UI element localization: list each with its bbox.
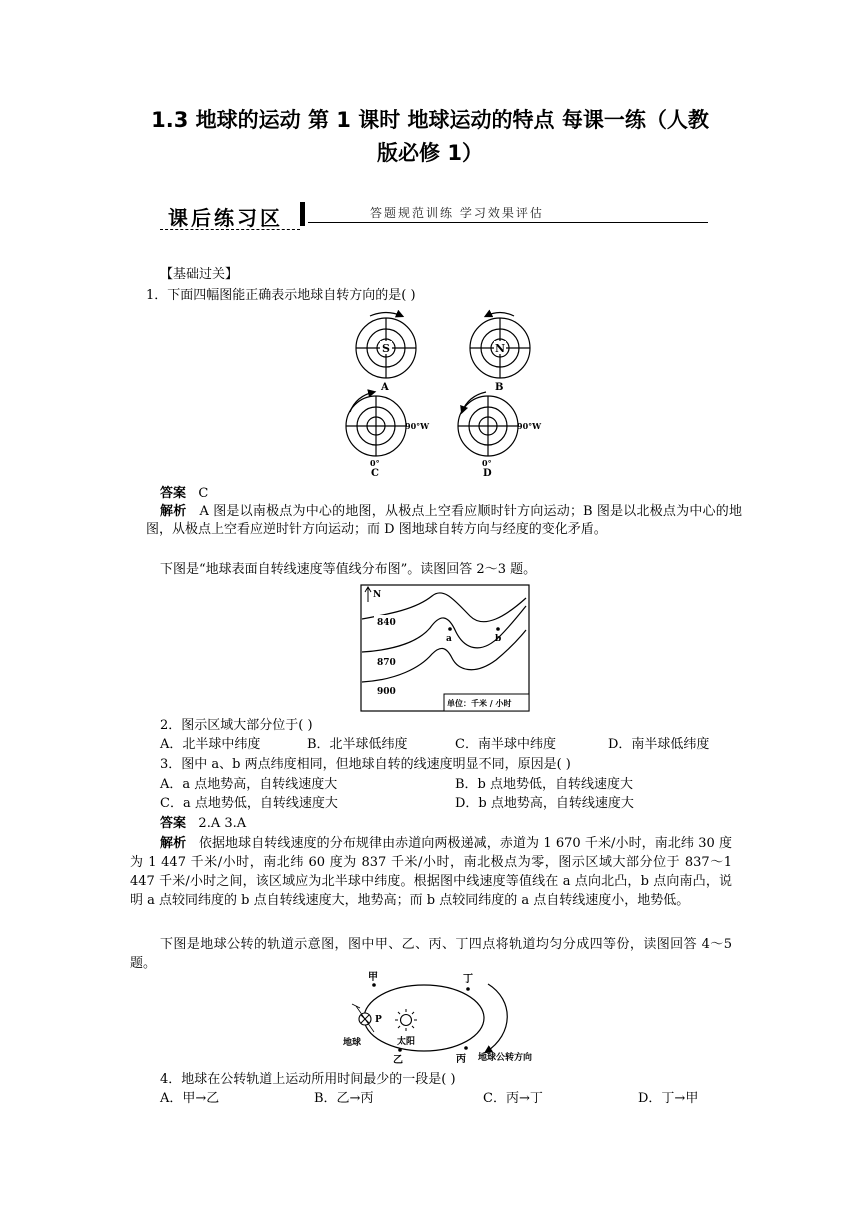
- q3-stem: 3．图中 a、b 两点纬度相同，但地球自转的线速度明显不同，原因是( ): [160, 757, 571, 772]
- c-lon0-label: 0°: [370, 458, 380, 468]
- diagram-b: [470, 313, 530, 394]
- q4-option-b: B．乙→丙: [314, 1091, 374, 1106]
- label-a: A: [381, 382, 389, 393]
- label-bing: 丙: [456, 1054, 466, 1065]
- intro-2-3: 下图是“地球表面自转线速度等值线分布图”。读图回答 2～3 题。: [160, 562, 537, 577]
- q4-option-c: C．丙→丁: [483, 1091, 543, 1106]
- banner-title: 课后练习区: [168, 206, 283, 230]
- label-b: B: [495, 382, 504, 393]
- q2-option-c: C．南半球中纬度: [455, 737, 556, 752]
- q2-option-b: B．北半球低纬度: [307, 737, 408, 752]
- b-pole-label: N: [494, 342, 506, 355]
- q1-answer-label: 答案: [160, 486, 187, 501]
- point-a: [448, 627, 452, 631]
- ans23-analysis-text: 依据地球自转线速度的分布规律由赤道向两极递减，赤道为 1 670 千米/小时，南北纬 30 度为 1 447 千米/小时，南北纬 60 度为 837 千米/小时，南北极点为零，图示区域大部分位于 837～1 447 千米/小时之间，该区域应为北半球中纬度。根据图中线速度等值线在 a 点向北凸，b 点向南凸，说明 a 点较同纬度的 b 点自转线速度大，地势高；而 b 点较同纬度的 a 点自转线速度小，地势低。: [130, 836, 732, 908]
- q4-option-a: A．甲→乙: [160, 1091, 220, 1106]
- banner-dashed-rule: [160, 229, 300, 230]
- orbit-direction-arrow: [486, 984, 507, 1052]
- isoline-840-label: 840: [377, 618, 396, 628]
- d-lon0-label: 0°: [482, 458, 492, 468]
- banner-subtitle: 答题规范训练 学习效果评估: [370, 206, 544, 220]
- q1-answer-value: C: [198, 486, 209, 501]
- label-orbit-direction: 地球公转方向: [478, 1053, 533, 1063]
- label-yi: 乙: [393, 1055, 403, 1066]
- sun-icon: [395, 1009, 417, 1031]
- label-jia: 甲: [368, 972, 378, 983]
- point-b-label: b: [495, 634, 502, 644]
- point-yi: [398, 1048, 402, 1052]
- orbit-figure: [338, 968, 560, 1066]
- ans23-analysis-label: 解析: [160, 836, 187, 851]
- q2-option-a: A．北半球中纬度: [160, 737, 261, 752]
- ans23: [160, 815, 246, 833]
- q3-option-b: B．b 点地势低，自转线速度大: [455, 777, 634, 792]
- q1-answer: [160, 485, 208, 503]
- a-pole-label: S: [382, 342, 390, 355]
- q1-analysis-text: A 图是以南极点为中心的地图，从极点上空看应顺时针方向运动；B 图是以北极点为中心的地图，从极点上空看应逆时针方向运动；而 D 图地球自转方向与经度的变化矛盾。: [146, 504, 742, 537]
- point-b: [496, 627, 500, 631]
- d-lon-label: 90°W: [517, 421, 542, 431]
- point-jia: [372, 983, 376, 987]
- c-lon-label: 90°W: [405, 421, 430, 431]
- intro-4-5: 下图是地球公转的轨道示意图，图中甲、乙、丙、丁四点将轨道均匀分成四等份，读图回答 4～5 题。: [130, 937, 732, 971]
- ans23-label: 答案: [160, 816, 187, 831]
- isoline-figure: [360, 584, 532, 714]
- earth-symbol: [352, 1004, 374, 1032]
- q1-figure: [300, 308, 560, 480]
- title-line-1: 1.3 地球的运动 第 1 课时 地球运动的特点 每课一练（人教: [151, 108, 709, 132]
- point-a-label: a: [446, 634, 452, 644]
- q1-stem: 1．下面四幅图能正确表示地球自转方向的是( ): [146, 288, 416, 303]
- point-ding: [466, 987, 470, 991]
- q3-option-d: D．b 点地势高，自转线速度大: [455, 796, 634, 811]
- point-bing: [464, 1046, 468, 1050]
- page-title: [110, 104, 750, 170]
- label-c: C: [371, 468, 379, 479]
- north-label: N: [373, 590, 382, 600]
- orbit-ellipse: [364, 985, 484, 1051]
- q4-stem: 4．地球在公转轨道上运动所用时间最少的一段是( ): [160, 1072, 456, 1087]
- label-sun: 太阳: [397, 1037, 416, 1047]
- q3-option-c: C．a 点地势低，自转线速度大: [160, 796, 338, 811]
- ans23-analysis: [130, 834, 732, 910]
- unit-label: 单位：千米 / 小时: [447, 698, 512, 708]
- q2-stem: 2．图示区域大部分位于( ): [160, 718, 313, 733]
- label-earth: 地球: [343, 1038, 362, 1048]
- ans23-value: 2.A 3.A: [198, 816, 247, 831]
- banner-bar: [300, 202, 305, 226]
- section-heading: 【基础过关】: [160, 267, 239, 282]
- label-d: D: [483, 468, 492, 479]
- diagram-d: [458, 392, 542, 479]
- diagram-c: [346, 392, 430, 479]
- q2-option-d: D．南半球低纬度: [608, 737, 710, 752]
- section-banner: [160, 198, 720, 238]
- q3-option-a: A．a 点地势高，自转线速度大: [160, 777, 338, 792]
- label-ding: 丁: [463, 974, 473, 985]
- banner-line: [308, 222, 708, 223]
- q4-option-d: D．丁→甲: [638, 1091, 699, 1106]
- isoline-870-label: 870: [377, 658, 396, 668]
- title-line-2: 版必修 1）: [377, 141, 483, 165]
- isoline-900-label: 900: [377, 687, 396, 697]
- q1-analysis-label: 解析: [160, 504, 187, 519]
- diagram-a: [356, 313, 416, 394]
- q1-analysis: [146, 503, 742, 539]
- label-p: P: [375, 1015, 382, 1025]
